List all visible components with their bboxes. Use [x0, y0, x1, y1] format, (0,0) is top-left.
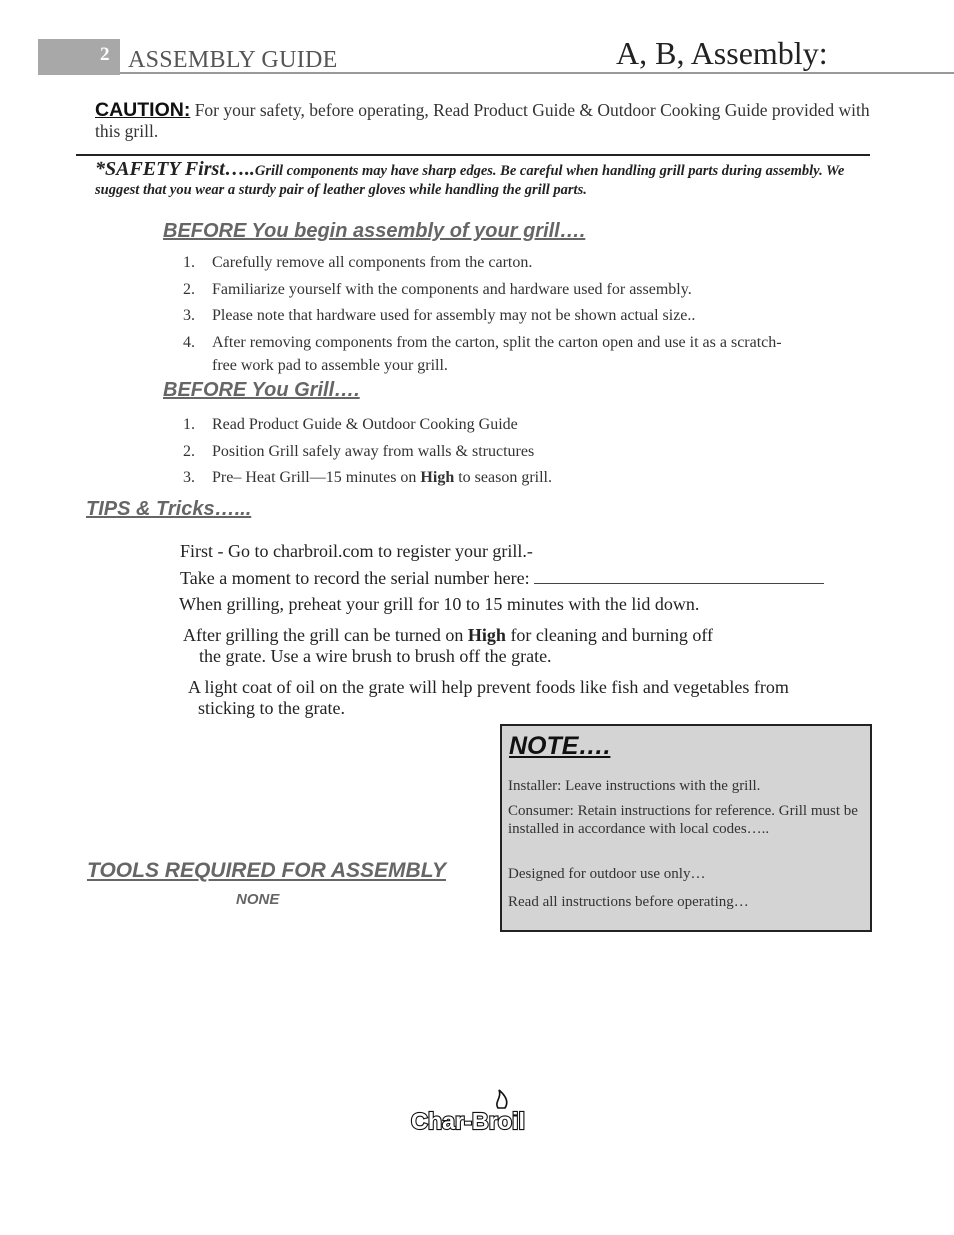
list-item-text-bold: High: [420, 469, 455, 486]
list-item-text: Position Grill safely away from walls & structures: [212, 442, 535, 460]
tip-cleaning-bold: High: [467, 625, 506, 645]
list-item: [183, 466, 812, 489]
tip-register: First - Go to charbroil.com to register your grill.-: [180, 541, 533, 561]
before-assembly-heading: BEFORE You begin assembly of your grill….: [163, 220, 586, 242]
safety-notice: [95, 160, 885, 200]
tip-oil-line2: sticking to the grate.: [198, 698, 345, 718]
list-item: [183, 440, 812, 463]
list-item-number: 1.: [183, 254, 195, 271]
before-grill-list: [183, 413, 812, 493]
list-item: [183, 278, 812, 301]
tip-serial-number: [180, 568, 824, 589]
note-line: Designed for outdoor use only…: [508, 866, 706, 882]
tip-preheat: When grilling, preheat your grill for 10 to 15 minutes with the lid down.: [179, 594, 700, 614]
note-line: Consumer: Retain instructions for reference. Grill must be installed in accordance with local codes…..: [508, 803, 858, 837]
caution-label: CAUTION:: [95, 99, 191, 121]
flame-icon: [497, 1090, 507, 1108]
note-box: [500, 724, 872, 932]
list-item-number: 4.: [183, 333, 195, 351]
tools-value: NONE: [236, 891, 280, 908]
serial-number-blank: [534, 569, 824, 584]
note-line: Installer: Leave instructions with the grill.: [508, 778, 761, 794]
tip-serial-text: Take a moment to record the serial number here:: [180, 568, 535, 588]
list-item-number: 3.: [183, 469, 195, 486]
before-grill-heading: BEFORE You Grill….: [163, 379, 360, 401]
safety-text: Grill components may have sharp edges. Be careful when handling grill parts during assembly. We suggest that you wear a sturdy pair of leather gloves while handling the grill parts.: [95, 163, 845, 198]
logo-text: Char-Broil: [411, 1108, 525, 1134]
list-item: [183, 251, 812, 274]
tip-cleaning-post: for cleaning and burning off: [505, 625, 714, 645]
note-title: NOTE….: [509, 732, 611, 760]
list-item-text: After removing components from the carton, split the carton open and use it as a scratch-free work pad to assemble your grill.: [212, 333, 782, 374]
caution-notice: [95, 100, 875, 142]
divider: [76, 154, 870, 156]
note-line: Read all instructions before operating…: [508, 894, 749, 910]
list-item-text: Familiarize yourself with the components and hardware used for assembly.: [212, 280, 692, 298]
list-item-number: 3.: [183, 307, 195, 324]
list-item-number: 2.: [183, 442, 195, 460]
caution-text: For your safety, before operating, Read Product Guide & Outdoor Cooking Guide provided with this grill.: [95, 100, 870, 141]
list-item-text-post: to season grill.: [454, 469, 552, 486]
tip-oil: [188, 677, 868, 719]
list-item-text: Please note that hardware used for assembly may not be shown actual size..: [212, 307, 696, 324]
char-broil-logo: [410, 1088, 530, 1136]
list-item-text-pre: Pre– Heat Grill—15 minutes on: [212, 469, 421, 486]
list-item: [183, 413, 812, 436]
page-number: 2: [100, 44, 110, 65]
tips-heading: TIPS & Tricks…...: [86, 498, 252, 520]
tip-cleaning-pre: After grilling the grill can be turned on: [183, 625, 468, 645]
list-item: [183, 304, 812, 327]
list-item-number: 2.: [183, 280, 195, 298]
guide-title: ASSEMBLY GUIDE: [128, 47, 338, 73]
tip-cleaning: [183, 625, 803, 667]
safety-label: *SAFETY First…..: [95, 158, 255, 180]
tools-heading: TOOLS REQUIRED FOR ASSEMBLY: [87, 859, 446, 882]
tip-oil-line1: A light coat of oil on the grate will help prevent foods like fish and vegetables from: [188, 677, 789, 697]
section-title: A, B, Assembly:: [616, 35, 828, 71]
list-item-text: Read Product Guide & Outdoor Cooking Guide: [212, 416, 518, 433]
tip-cleaning-line2: the grate. Use a wire brush to brush off the grate.: [199, 646, 552, 666]
list-item-number: 1.: [183, 416, 195, 433]
list-item-text: Carefully remove all components from the carton.: [212, 254, 533, 271]
before-assembly-list: [183, 251, 812, 380]
list-item: [183, 331, 802, 377]
